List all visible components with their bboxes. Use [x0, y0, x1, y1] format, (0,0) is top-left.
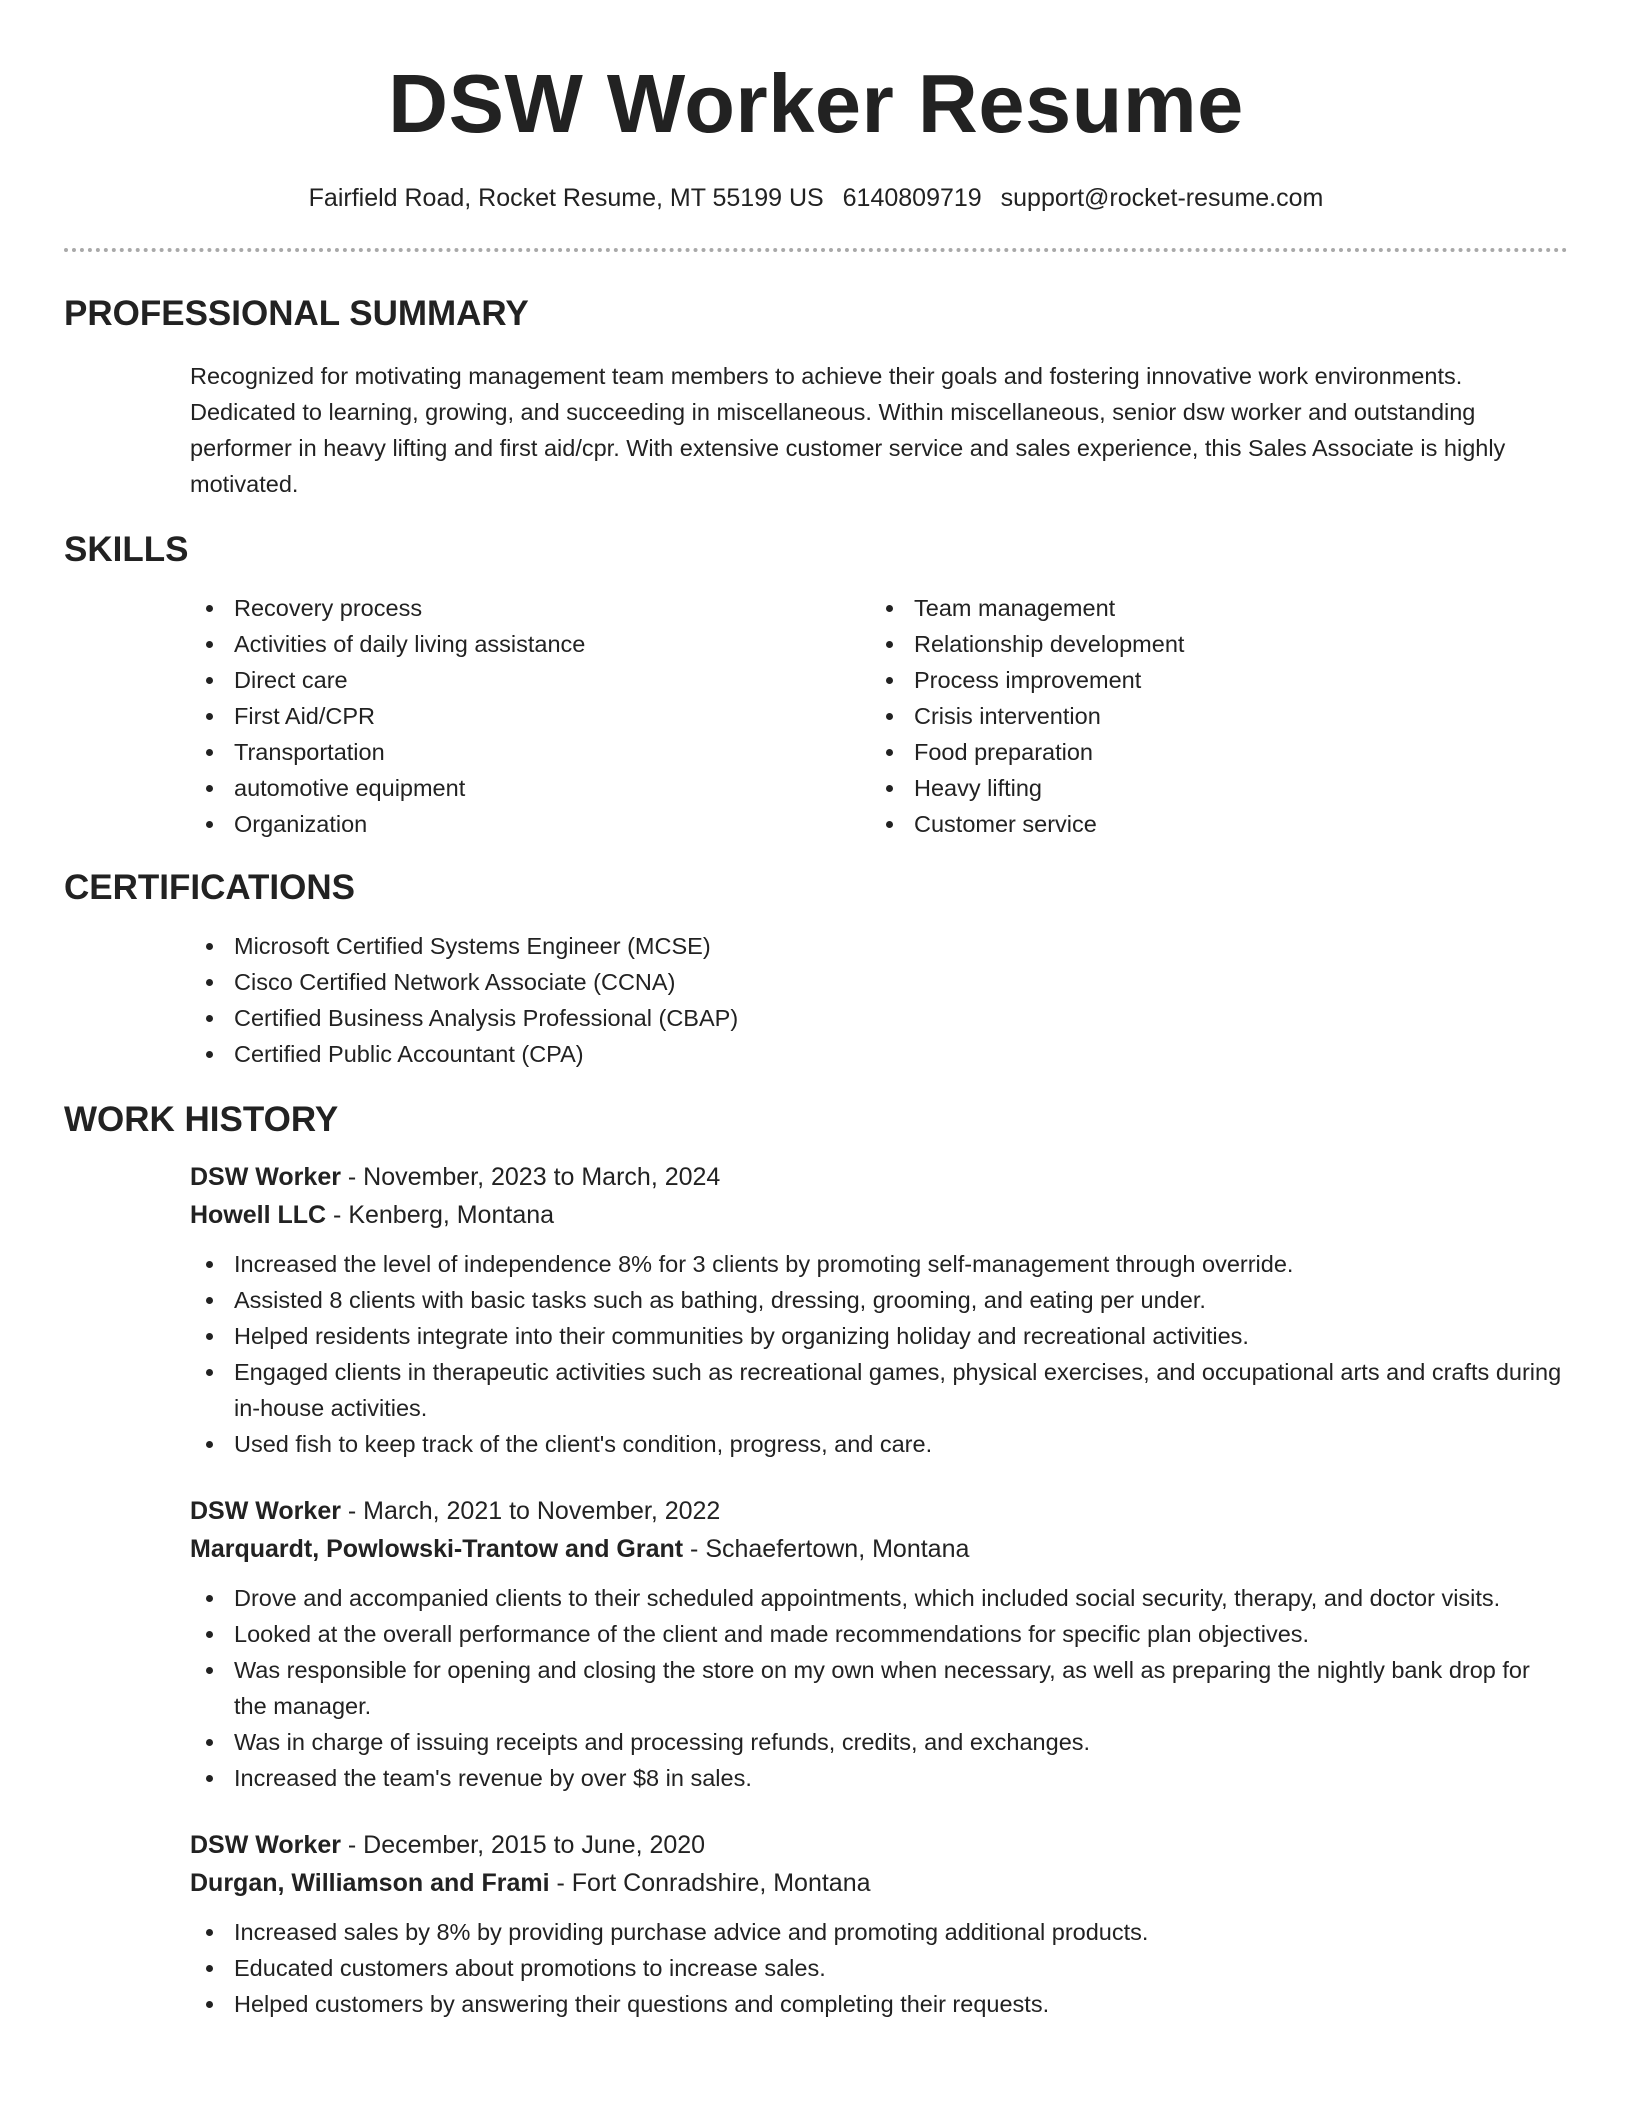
header-divider [64, 248, 1568, 252]
job-location: - Kenberg, Montana [326, 1201, 555, 1229]
contact-email: support@rocket-resume.com [1000, 184, 1324, 212]
job-bullet: Helped customers by answering their questions and completing their requests. [190, 1986, 1568, 2022]
job-bullets [64, 1246, 1568, 1462]
job-bullet: Used fish to keep track of the client's condition, progress, and care. [190, 1426, 1568, 1462]
job-bullet: Was in charge of issuing receipts and processing refunds, credits, and exchanges. [190, 1724, 1568, 1760]
contact-line [64, 180, 1568, 216]
summary-heading: PROFESSIONAL SUMMARY [64, 294, 529, 333]
job-bullet: Assisted 8 clients with basic tasks such as bathing, dressing, grooming, and eating per under. [190, 1282, 1568, 1318]
certification-item: Cisco Certified Network Associate (CCNA) [190, 964, 1568, 1000]
job-bullet: Helped residents integrate into their communities by organizing holiday and recreational activities. [190, 1318, 1568, 1354]
job-role: DSW Worker [190, 1497, 341, 1525]
skill-item: Customer service [870, 806, 1550, 842]
job-location: - Schaefertown, Montana [683, 1535, 970, 1563]
summary-text: Recognized for motivating management team members to achieve their goals and fostering innovative work environments. Dedicated to learning, growing, and succeeding in miscellaneous. Within miscellaneous, senior dsw worker and outstanding performer in heavy lifting and first aid/cpr. With extensive customer service and sales experience, this Sales Associate is highly motivated. [190, 363, 1506, 497]
job-bullets [64, 1580, 1568, 1796]
skill-item: Team management [870, 590, 1550, 626]
job-bullet: Educated customers about promotions to increase sales. [190, 1950, 1568, 1986]
certifications-list [190, 928, 1568, 1072]
job-company: Durgan, Williamson and Frami [190, 1869, 550, 1897]
skill-item: Food preparation [870, 734, 1550, 770]
job-title-line [190, 1158, 1568, 1196]
resume-page [64, 0, 1568, 2022]
resume-title: DSW Worker Resume [388, 57, 1244, 150]
contact-phone: 6140809719 [842, 184, 982, 212]
contact-address: Fairfield Road, Rocket Resume, MT 55199 US [308, 184, 824, 212]
job-bullet: Increased the team's revenue by over $8 in sales. [190, 1760, 1568, 1796]
job-bullet: Was responsible for opening and closing the store on my own when necessary, as well as preparing the nightly bank drop for the manager. [190, 1652, 1568, 1724]
job-company-line [190, 1864, 1568, 1902]
work-history-heading: WORK HISTORY [64, 1100, 339, 1139]
job-bullets [64, 1914, 1568, 2022]
skill-item: Direct care [190, 662, 870, 698]
job-bullet: Looked at the overall performance of the client and made recommendations for specific plan objectives. [190, 1616, 1568, 1652]
job-company: Marquardt, Powlowski-Trantow and Grant [190, 1535, 684, 1563]
job-bullet: Engaged clients in therapeutic activities such as recreational games, physical exercises, and occupational arts and crafts during in-house activities. [190, 1354, 1568, 1426]
skill-item: Process improvement [870, 662, 1550, 698]
job-bullet: Increased sales by 8% by providing purchase advice and promoting additional products. [190, 1914, 1568, 1950]
job-company-line [190, 1196, 1568, 1234]
job-bullet: Drove and accompanied clients to their scheduled appointments, which included social security, therapy, and doctor visits. [190, 1580, 1568, 1616]
skill-item: Organization [190, 806, 870, 842]
job-role: DSW Worker [190, 1163, 341, 1191]
certification-item: Microsoft Certified Systems Engineer (MCSE) [190, 928, 1568, 964]
job-company: Howell LLC [190, 1201, 327, 1229]
certification-item: Certified Public Accountant (CPA) [190, 1036, 1568, 1072]
skill-item: First Aid/CPR [190, 698, 870, 734]
job-role: DSW Worker [190, 1831, 341, 1859]
skills-heading: SKILLS [64, 530, 189, 569]
job-dates: - November, 2023 to March, 2024 [340, 1163, 721, 1191]
skill-item: Relationship development [870, 626, 1550, 662]
job-dates: - December, 2015 to June, 2020 [340, 1831, 706, 1859]
skill-item: Transportation [190, 734, 870, 770]
skills-right-list [870, 590, 1550, 842]
job-dates: - March, 2021 to November, 2022 [340, 1497, 721, 1525]
certification-item: Certified Business Analysis Professional (CBAP) [190, 1000, 1568, 1036]
skill-item: Heavy lifting [870, 770, 1550, 806]
skill-item: Crisis intervention [870, 698, 1550, 734]
skills-left-list [190, 590, 870, 842]
skill-item: Activities of daily living assistance [190, 626, 870, 662]
job-company-line [190, 1530, 1568, 1568]
job-entry [190, 1826, 1568, 2022]
skills-grid [190, 590, 1568, 842]
job-title-line [190, 1826, 1568, 1864]
job-entry [190, 1158, 1568, 1462]
skill-item: automotive equipment [190, 770, 870, 806]
certifications-heading: CERTIFICATIONS [64, 868, 356, 907]
skill-item: Recovery process [190, 590, 870, 626]
job-bullet: Increased the level of independence 8% for 3 clients by promoting self-management through override. [190, 1246, 1568, 1282]
job-title-line [190, 1492, 1568, 1530]
job-entry [190, 1492, 1568, 1796]
job-location: - Fort Conradshire, Montana [549, 1869, 871, 1897]
